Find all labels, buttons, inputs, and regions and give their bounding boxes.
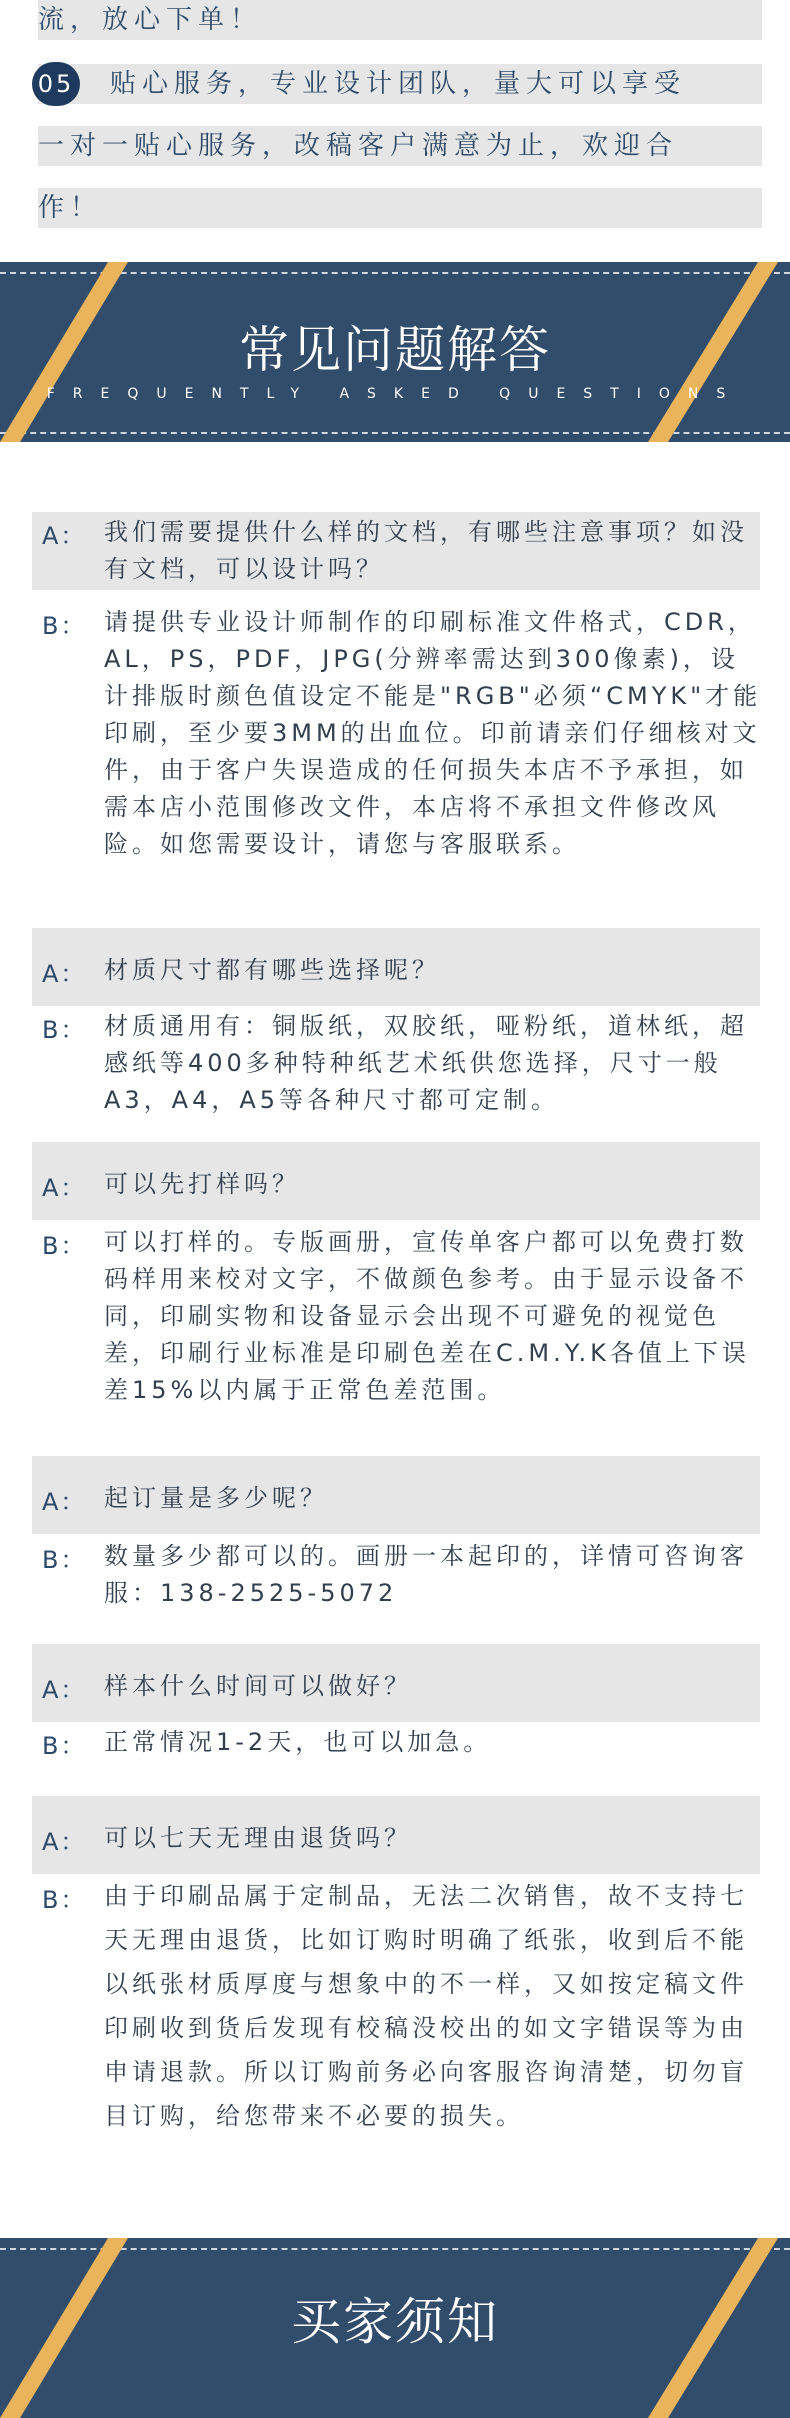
question-text: 可以先打样吗？ <box>104 1170 300 1198</box>
answer-text: 请提供专业设计师制作的印刷标准文件格式，CDR，AL，PS，PDF，JPG(分辨率需达到300像素)，设计排版时颜色值设定不能是"RGB"必须“CMYK"才能印刷，至少要3MM的出血位。印前请亲们仔细核对文件，由于客户失误造成的任何损失本店不予承担，如需本店小范围修改文件，本店将不承担文件修改风险。如您需要设计，请您与客服联系。 <box>104 608 762 858</box>
answer-text: 由于印刷品属于定制品，无法二次销售，故不支持七天无理由退货，比如订购时明确了纸张，收到后不能以纸张材质厚度与想象中的不一样，又如按定稿文件印刷收到货后发现有校稿没校出的如文字错误等为由申请退款。所以订购前务必向客服咨询清楚，切勿盲目订购，给您带来不必要的损失。 <box>104 1882 748 2130</box>
answer-tag: B： <box>42 1546 87 1574</box>
faq-subtitle: FREQUENTLY ASKED QUESTIONS <box>46 386 744 402</box>
question-tag: A： <box>42 960 87 988</box>
answer-text: 正常情况1-2天，也可以加急。 <box>104 1728 492 1756</box>
question-text: 可以七天无理由退货吗？ <box>104 1824 412 1852</box>
number-badge: 05 <box>32 62 80 106</box>
question-tag: A： <box>42 1174 87 1202</box>
buyer-notice-title: 买家须知 <box>291 2293 499 2351</box>
answer-text: 数量多少都可以的。画册一本起印的，详情可咨询客服：138-2525-5072 <box>104 1542 748 1607</box>
question-text: 样本什么时间可以做好？ <box>104 1672 412 1700</box>
answer-text: 可以打样的。专版画册，宣传单客户都可以免费打数码样用来校对文字，不做颜色参考。由于显示设备不同，印刷实物和设备显示会出现不可避免的视觉色差，印刷行业标准是印刷色差在C.M.Y.K各值上下误差15%以内属于正常色差范围。 <box>104 1228 750 1404</box>
question-text: 我们需要提供什么样的文档，有哪些注意事项？如没有文档，可以设计吗？ <box>104 518 748 583</box>
intro-line-3: 一对一贴心服务，改稿客户满意为止，欢迎合 <box>38 131 679 161</box>
faq-title: 常见问题解答 <box>239 321 551 379</box>
answer-tag: B： <box>42 1886 87 1914</box>
intro-line-bg <box>38 188 762 228</box>
intro-line-1: 流，放心下单！ <box>38 5 263 35</box>
question-text: 起订量是多少呢？ <box>104 1484 328 1512</box>
question-tag: A： <box>42 1488 87 1516</box>
question-tag: A： <box>42 1676 87 1704</box>
buyer-notice-banner <box>0 2238 790 2418</box>
answer-tag: B： <box>42 1732 87 1760</box>
question-tag: A： <box>42 522 87 550</box>
question-text: 材质尺寸都有哪些选择呢？ <box>104 956 440 984</box>
answer-text: 材质通用有：铜版纸，双胶纸，哑粉纸，道林纸，超感纸等400多种特种纸艺术纸供您选择，尺寸一般A3，A4，A5等各种尺寸都可定制。 <box>104 1012 748 1114</box>
intro-line-2: 贴心服务，专业设计团队，量大可以享受 <box>110 69 687 99</box>
answer-tag: B： <box>42 612 87 640</box>
question-tag: A： <box>42 1828 87 1856</box>
faq-banner <box>0 262 790 442</box>
intro-section <box>0 0 790 240</box>
intro-line-4: 作！ <box>38 193 103 223</box>
answer-tag: B： <box>42 1232 87 1260</box>
answer-tag: B： <box>42 1016 87 1044</box>
